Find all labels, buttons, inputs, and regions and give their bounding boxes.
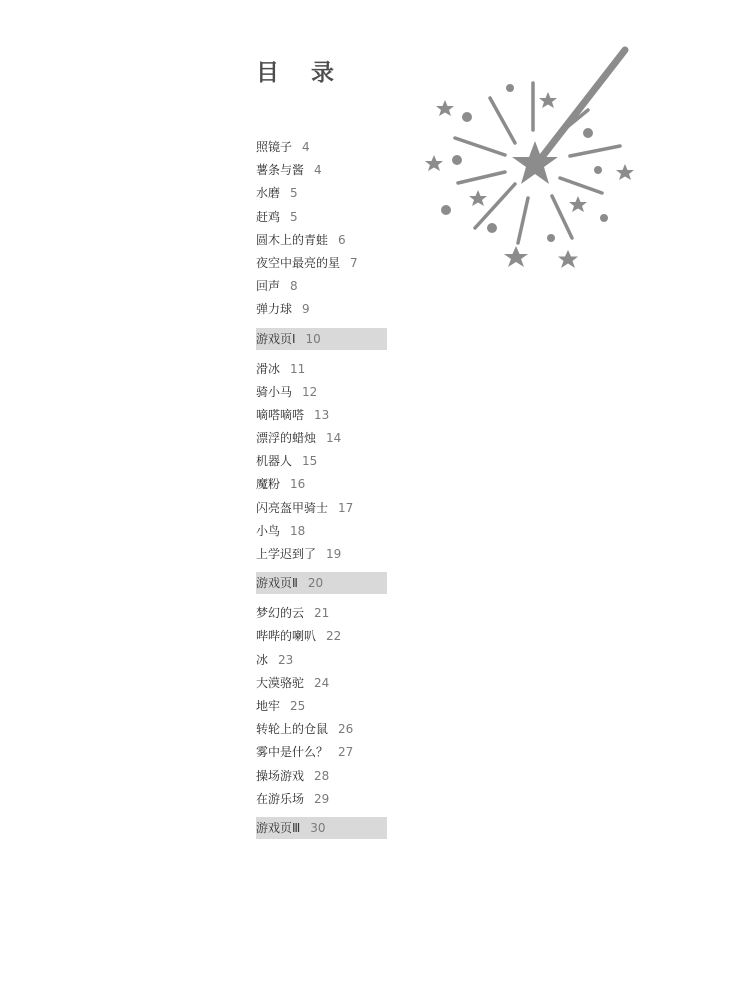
toc-entry[interactable] [256,381,387,404]
toc-entry[interactable] [256,404,387,427]
toc-entry-label: 弹力球 [256,302,293,317]
toc-entry-page: 5 [290,186,298,201]
toc-entry[interactable] [256,450,387,473]
toc-entry-label: 地牢 [256,698,281,713]
toc-entry-label: 照镜子 [256,140,293,154]
toc-entry-page: 18 [290,523,306,538]
toc-entry-page: 19 [326,547,342,561]
toc-entry-label: 薯条与酱 [256,163,305,178]
page-title: 目 录 [256,60,347,86]
toc-entry-page: 17 [338,500,354,515]
toc-entry-page: 24 [314,675,330,690]
toc-entry-page: 28 [314,768,330,783]
toc-entry-page: 16 [290,477,306,492]
toc-entry-page: 13 [314,407,330,422]
magic-wand-sparkle-icon [420,38,720,288]
toc-entry[interactable] [256,741,387,764]
toc-entry[interactable] [256,625,387,648]
toc-entry[interactable] [256,206,387,229]
toc-entry-label: 闪亮盔甲骑士 [256,500,329,515]
toc-game-label: 游戏页Ⅱ [256,576,298,591]
toc-entry[interactable] [256,427,387,450]
toc-entry[interactable] [256,229,387,252]
toc-game-page-number: 30 [310,820,326,835]
toc-entry-label: 在游乐场 [256,791,305,806]
toc-game-page-number: 10 [305,331,321,346]
toc-entry-label: 操场游戏 [256,768,305,783]
table-of-contents [256,136,387,847]
toc-entry-page: 15 [302,454,318,469]
toc-entry-page: 23 [278,652,294,667]
toc-entry-label: 滑冰 [256,361,281,376]
toc-entry[interactable] [256,649,387,672]
toc-entry-label: 大漠骆驼 [256,675,305,690]
toc-entry[interactable] [256,788,387,811]
toc-entry-label: 雾中是什么？ [256,745,329,760]
toc-entry[interactable] [256,252,387,275]
toc-entry[interactable] [256,695,387,718]
toc-entry-label: 小鸟 [256,523,281,538]
toc-entry-page: 11 [290,361,306,376]
toc-entry-page: 22 [326,629,342,644]
toc-game-label: 游戏页Ⅰ [256,331,296,346]
toc-game-page[interactable] [256,572,387,594]
toc-entry-page: 4 [314,163,322,178]
toc-entry-page: 6 [338,232,346,247]
toc-entry-label: 哔哔的喇叭 [256,629,317,644]
toc-entry-label: 圆木上的青蛙 [256,232,329,247]
toc-entry-page: 9 [302,302,310,317]
toc-entry[interactable] [256,159,387,182]
toc-entry[interactable] [256,672,387,695]
toc-entry-label: 回声 [256,279,281,294]
toc-entry-label: 梦幻的云 [256,606,305,621]
toc-entry-label: 赶鸡 [256,209,281,224]
toc-entry[interactable] [256,275,387,298]
toc-entry[interactable] [256,520,387,543]
toc-entry[interactable] [256,298,387,321]
toc-entry-page: 8 [290,279,298,294]
toc-entry-page: 14 [326,431,342,446]
toc-game-label: 游戏页Ⅲ [256,820,301,835]
toc-entry-label: 水磨 [256,186,281,201]
toc-entry-label: 夜空中最亮的星 [256,255,341,270]
toc-entry-label: 冰 [256,652,269,667]
toc-entry[interactable] [256,765,387,788]
toc-entry[interactable] [256,543,387,566]
toc-entry-page: 5 [290,209,298,224]
toc-entry-page: 29 [314,791,330,806]
toc-entry-page: 12 [302,384,318,399]
toc-entry-label: 魔粉 [256,477,281,492]
toc-entry-label: 机器人 [256,454,293,469]
toc-entry[interactable] [256,718,387,741]
toc-entry-page: 26 [338,722,354,737]
toc-game-page-number: 20 [307,576,324,591]
toc-entry-label: 上学迟到了 [256,547,317,561]
toc-entry-page: 27 [338,745,354,760]
toc-entry[interactable] [256,473,387,496]
toc-entry-page: 4 [302,140,310,154]
toc-entry[interactable] [256,497,387,520]
toc-entry-label: 骑小马 [256,384,293,399]
toc-entry-page: 7 [350,255,358,270]
toc-entry-page: 25 [290,698,306,713]
toc-game-page[interactable] [256,328,387,350]
small-stars-shape [425,92,634,268]
toc-game-page[interactable] [256,817,387,839]
toc-entry-label: 漂浮的蜡烛 [256,431,317,446]
toc-entry[interactable] [256,182,387,205]
toc-entry-label: 转轮上的仓鼠 [256,722,329,737]
toc-entry[interactable] [256,136,387,159]
toc-entry[interactable] [256,358,387,381]
toc-entry-label: 嘀嗒嘀嗒 [256,407,305,422]
toc-entry[interactable] [256,602,387,625]
toc-entry-page: 21 [314,606,330,621]
